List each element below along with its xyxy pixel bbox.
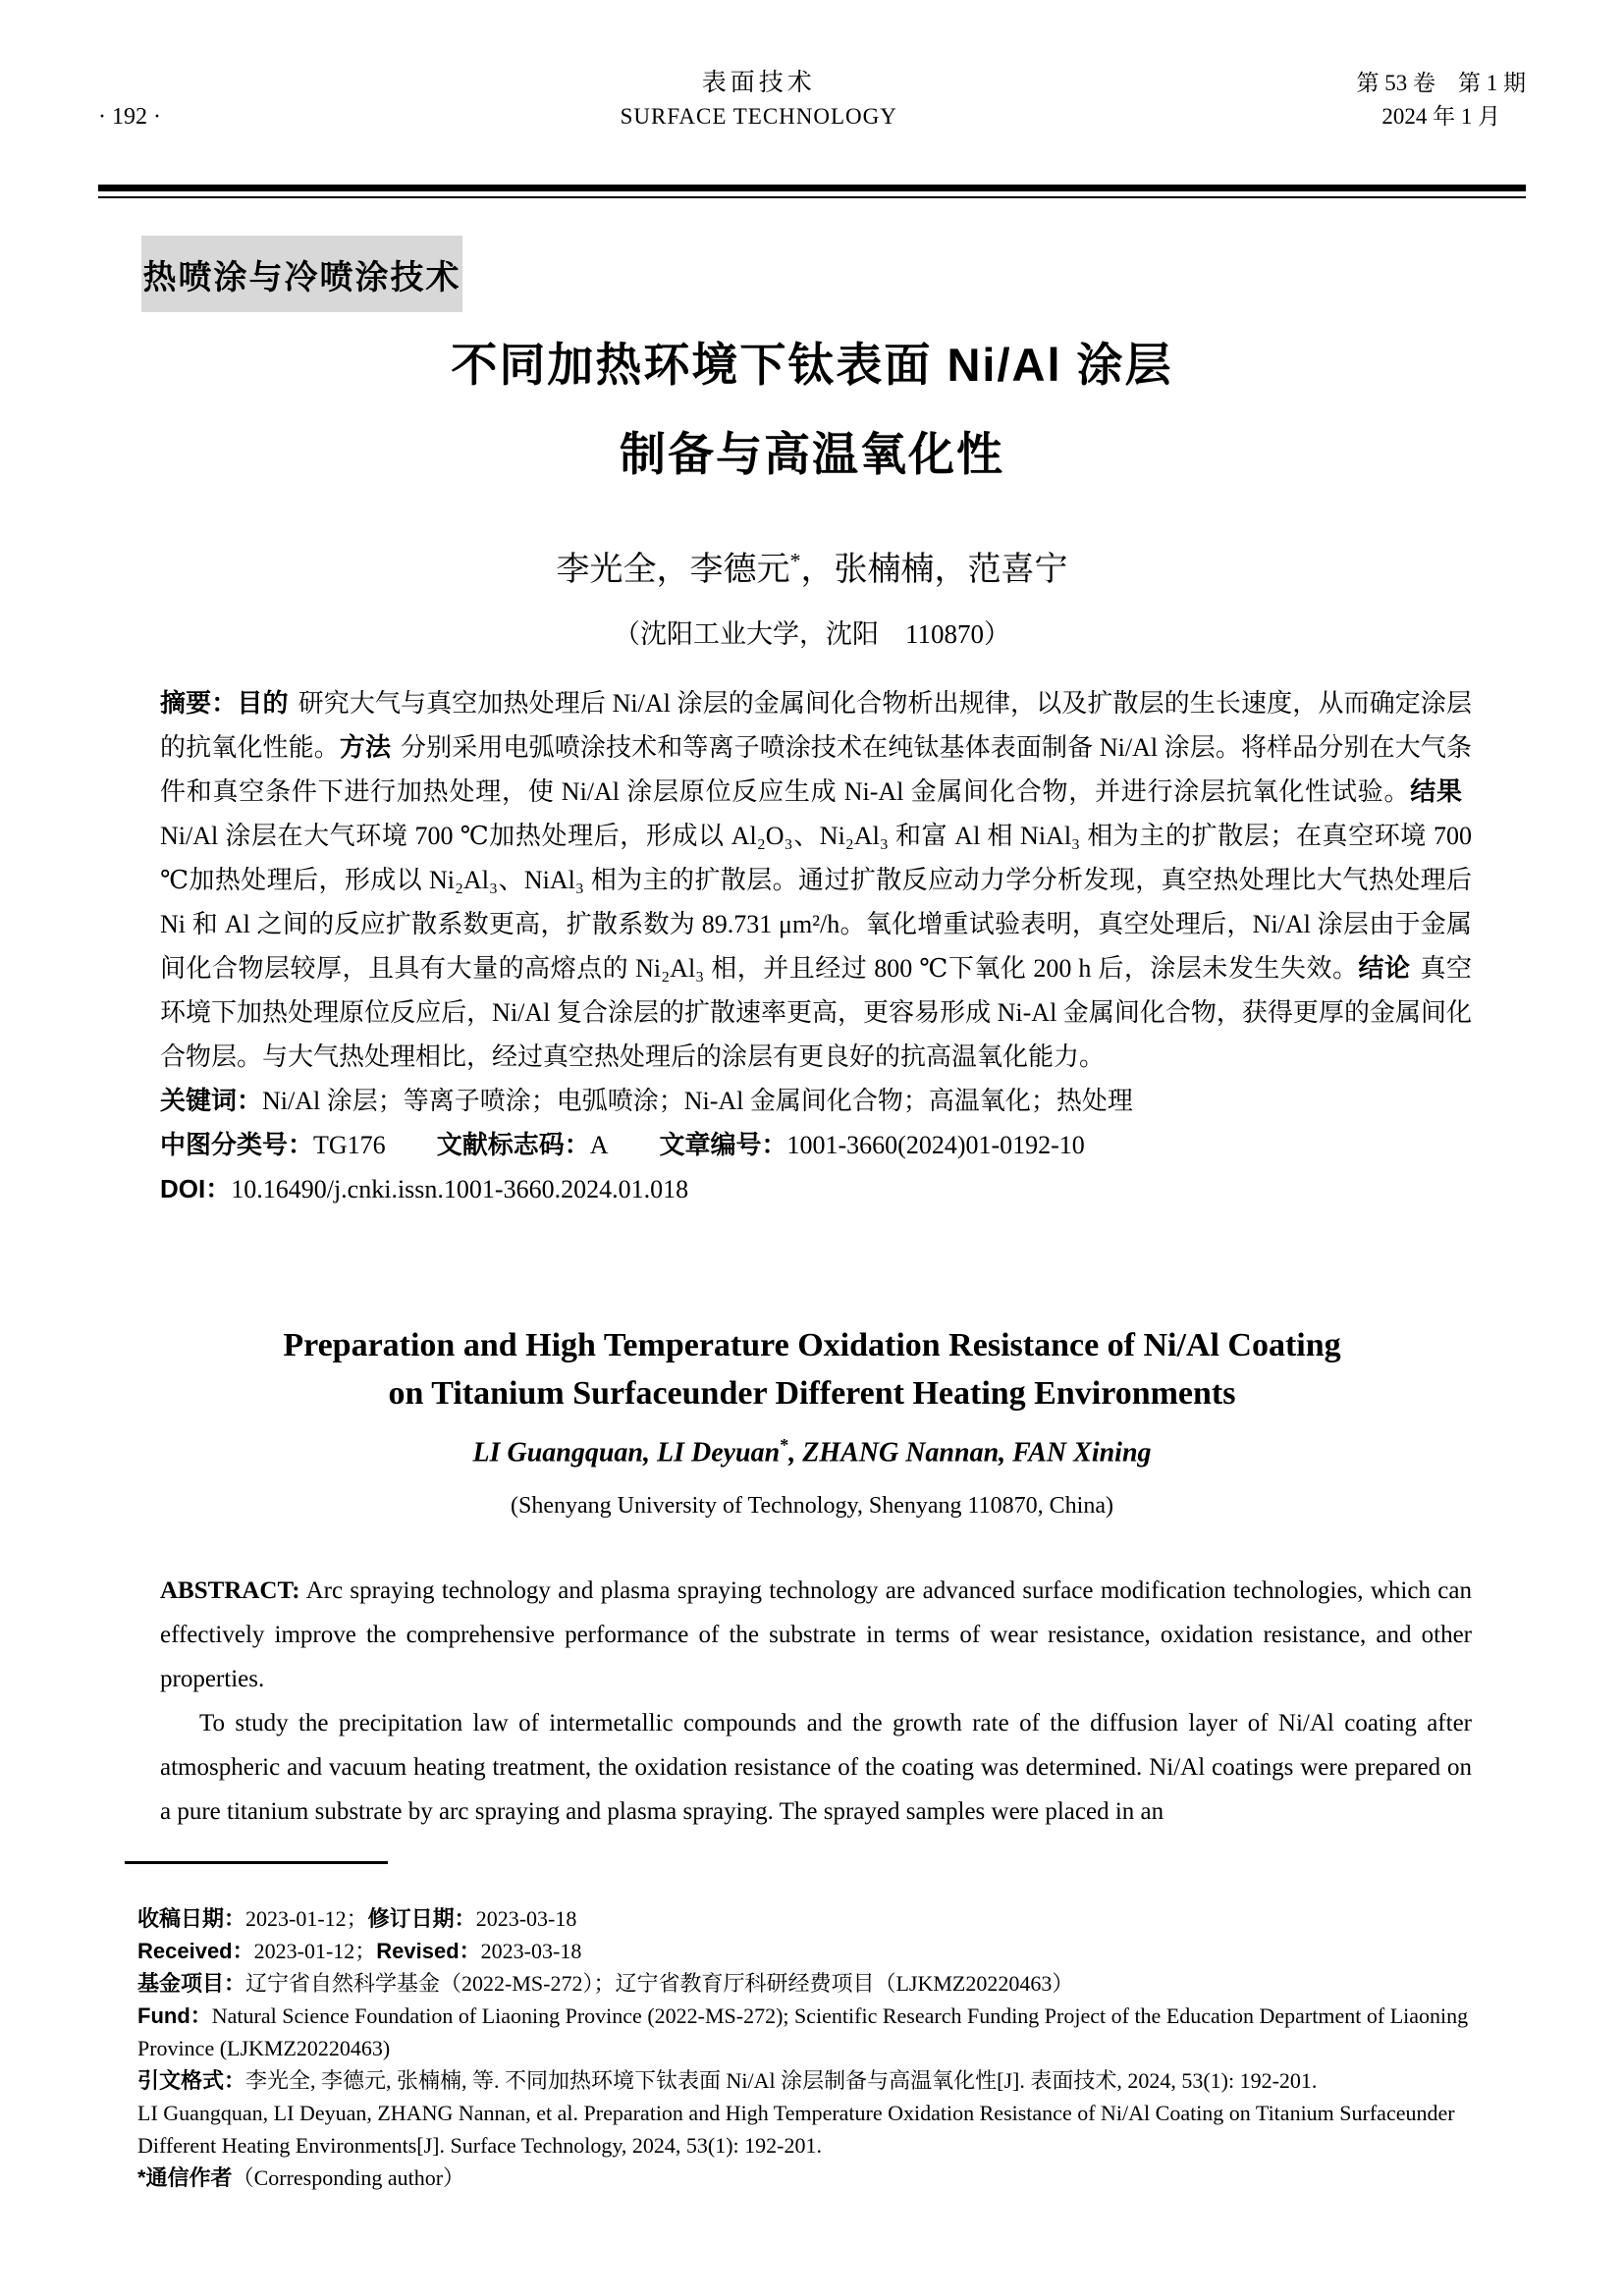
journal-title-block [621, 67, 897, 133]
method-text: 分别采用电弧喷涂技术和等离子喷涂技术在纯钛基体表面制备 Ni/Al 涂层。将样品分别在大气条件和真空条件下进行加热处理，使 Ni/Al 涂层原位反应生成 Ni-Al 金属间化合物，并进行涂层抗氧化性试验。 [160, 733, 1472, 806]
fund-line-cn [137, 1967, 1504, 2000]
doc-code-group [437, 1131, 609, 1159]
issue-date: 2024 年 1 月 [1381, 104, 1501, 129]
header-double-rule [98, 185, 1526, 198]
citation-line-cn [137, 2064, 1504, 2097]
revised-label-en: Revised： [376, 1939, 481, 1963]
running-head [98, 67, 1526, 133]
corresponding-author-mark-en: * [780, 1435, 789, 1455]
volume-issue: 第 53 卷 第 1 期 [1356, 71, 1526, 95]
objective-label: 目的 [237, 688, 289, 718]
result-label: 结果 [1410, 776, 1462, 806]
category-label: 热喷涂与冷喷涂技术 [141, 236, 462, 312]
citation-line-en: LI Guangquan, LI Deyuan, ZHANG Nannan, et al. Preparation and High Temperature Oxidation Resistance of Ni/Al Coating on Titanium Surfaceunder Different Heating Environments[J]. Surface Technology, 2024, 53(1): 192-201. [137, 2101, 1455, 2158]
article-title-en [0, 1321, 1624, 1417]
revised-value-cn: 2023-03-18 [475, 1906, 577, 1931]
clc-label: 中图分类号： [160, 1130, 314, 1159]
abstract-en-p1-text: Arc spraying technology and plasma spraying technology are advanced surface modification technologies, which can effectively improve the comprehensive performance of the substrate in terms of wear resistance, oxidation resistance, and other properties. [160, 1577, 1472, 1692]
received-line-cn [137, 1902, 1504, 1935]
doc-code-label: 文献标志码： [436, 1130, 590, 1159]
fund-line-en [137, 2000, 1504, 2064]
fund-value-en: Natural Science Foundation of Liaoning Province (2022-MS-272); Scientific Research Funding Project of the Education Department of Liaoning Province (LJKMZ20220463) [137, 2003, 1469, 2060]
corresponding-author-value: （Corresponding author） [232, 2165, 465, 2190]
corresponding-author-label: *通信作者 [137, 2165, 233, 2190]
article-title-cn-line2: 制备与高温氧化性 [620, 428, 1004, 480]
received-line-en [137, 1935, 1504, 1967]
journal-title-cn: 表面技术 [701, 70, 816, 96]
footnote-block [137, 1902, 1504, 2194]
authors-cn-text: 李光全，李德元 [556, 552, 790, 588]
article-id-value: 1001-3660(2024)01-0192-10 [786, 1131, 1085, 1159]
doi-label: DOI： [160, 1174, 232, 1203]
article-title-cn-line1: 不同加热环境下钛表面 Ni/Al 涂层 [451, 339, 1173, 391]
result-text: Ni/Al 涂层在大气环境 700 ℃加热处理后，形成以 Al₂O₃、Ni₂Al₃ 和富 Al 相 NiAl₃ 相为主的扩散层；在真空环境 700 ℃加热处理后，形成以 Ni₂Al₃、NiAl₃ 相为主的扩散层。通过扩散反应动力学分析发现，真空热处理比大气热处理后 Ni 和 Al 之间的反应扩散系数更高，扩散系数为 89.731 μm²/h。氧化增重试验表明，真空处理后，Ni/Al 涂层由于金属间化合物层较厚，且具有大量的高熔点的 Ni₂Al₃ 相，并且经过 800 ℃下氧化 200 h 后，涂层未发生失效。 [160, 822, 1472, 983]
authors-en [0, 1435, 1624, 1468]
article-id-group [659, 1131, 1084, 1159]
article-title-en-line2: on Titanium Surfaceunder Different Heating Environments [388, 1375, 1236, 1412]
abstract-label: 摘要： [160, 688, 238, 718]
keywords-cn [160, 1079, 1472, 1123]
conclusion-text: 真空环境下加热处理原位反应后，Ni/Al 复合涂层的扩散速率更高，更容易形成 Ni-Al 金属间化合物，获得更厚的金属间化合物层。与大气热处理相比，经过真空热处理后的涂层有更良好的抗高温氧化能力。 [160, 954, 1472, 1071]
doi-value: 10.16490/j.cnki.issn.1001-3660.2024.01.018 [231, 1175, 689, 1203]
affiliation-en: (Shenyang University of Technology, Shenyang 110870, China) [510, 1493, 1113, 1519]
journal-title-en: SURFACE TECHNOLOGY [620, 104, 897, 129]
authors-en-rest: , ZHANG Nannan, FAN Xining [788, 1437, 1152, 1468]
received-label-en: Received： [137, 1939, 254, 1963]
abstract-cn-paragraph [160, 681, 1472, 1079]
issue-info-block [1356, 67, 1526, 133]
fund-label-en: Fund： [137, 2003, 212, 2028]
authors-cn [0, 542, 1624, 590]
article-title-en-line1: Preparation and High Temperature Oxidation Resistance of Ni/Al Coating [283, 1327, 1341, 1363]
article-id-label: 文章编号： [659, 1130, 787, 1159]
keywords-text: Ni/Al 涂层；等离子喷涂；电弧喷涂；Ni-Al 金属间化合物；高温氧化；热处理 [262, 1087, 1133, 1115]
doc-code-value: A [589, 1131, 609, 1159]
conclusion-label: 结论 [1358, 953, 1411, 983]
objective-text: 研究大气与真空加热处理后 Ni/Al 涂层的金属间化合物析出规律，以及扩散层的生长速度，从而确定涂层的抗氧化性能。 [160, 689, 1472, 762]
page-number: · 192 · [98, 104, 161, 130]
abstract-en-block [160, 1569, 1472, 1834]
classification-line [160, 1123, 1472, 1167]
abstract-en-paragraph-1 [160, 1569, 1472, 1701]
authors-cn-rest: ，张楠楠，范喜宁 [800, 552, 1068, 588]
received-value-en: 2023-01-12； [253, 1939, 377, 1963]
citation-label-cn: 引文格式： [137, 2068, 246, 2093]
fund-value-cn: 辽宁省自然科学基金（2022-MS-272）；辽宁省教育厅科研经费项目（LJKMZ20220463） [245, 1971, 1074, 1996]
clc-group [160, 1131, 386, 1159]
doi-line [160, 1167, 1472, 1211]
fund-label-cn: 基金项目： [137, 1971, 246, 1996]
abstract-en-paragraph-2: To study the precipitation law of intermetallic compounds and the growth rate of the diffusion layer of Ni/Al coating after atmospheric and vacuum heating treatment, the oxidation resistance of the coating was determined. Ni/Al coatings were prepared on a pure titanium substrate by arc spraying and plasma spraying. The sprayed samples were placed in an [160, 1710, 1472, 1825]
corresponding-author-line [137, 2162, 1504, 2194]
clc-value: TG176 [313, 1131, 386, 1159]
citation-value-cn: 李光全, 李德元, 张楠楠, 等. 不同加热环境下钛表面 Ni/Al 涂层制备与高温氧化性[J]. 表面技术, 2024, 53(1): 192-201. [245, 2068, 1318, 2093]
abstract-en-label: ABSTRACT: [160, 1577, 300, 1604]
footnote-rule [125, 1861, 388, 1864]
abstract-cn-block [160, 681, 1472, 1211]
authors-en-text: LI Guangquan, LI Deyuan [472, 1437, 781, 1468]
keywords-label: 关键词： [160, 1086, 263, 1115]
method-label: 方法 [339, 732, 392, 762]
revised-value-en: 2023-03-18 [480, 1939, 582, 1963]
affiliation-cn: （沈阳工业大学，沈阳 110870） [614, 619, 1010, 649]
article-title-cn [0, 320, 1624, 499]
corresponding-author-mark: * [789, 548, 801, 573]
received-label-cn: 收稿日期： [137, 1906, 246, 1931]
received-value-cn: 2023-01-12； [245, 1906, 368, 1931]
revised-label-cn: 修订日期： [367, 1906, 476, 1931]
